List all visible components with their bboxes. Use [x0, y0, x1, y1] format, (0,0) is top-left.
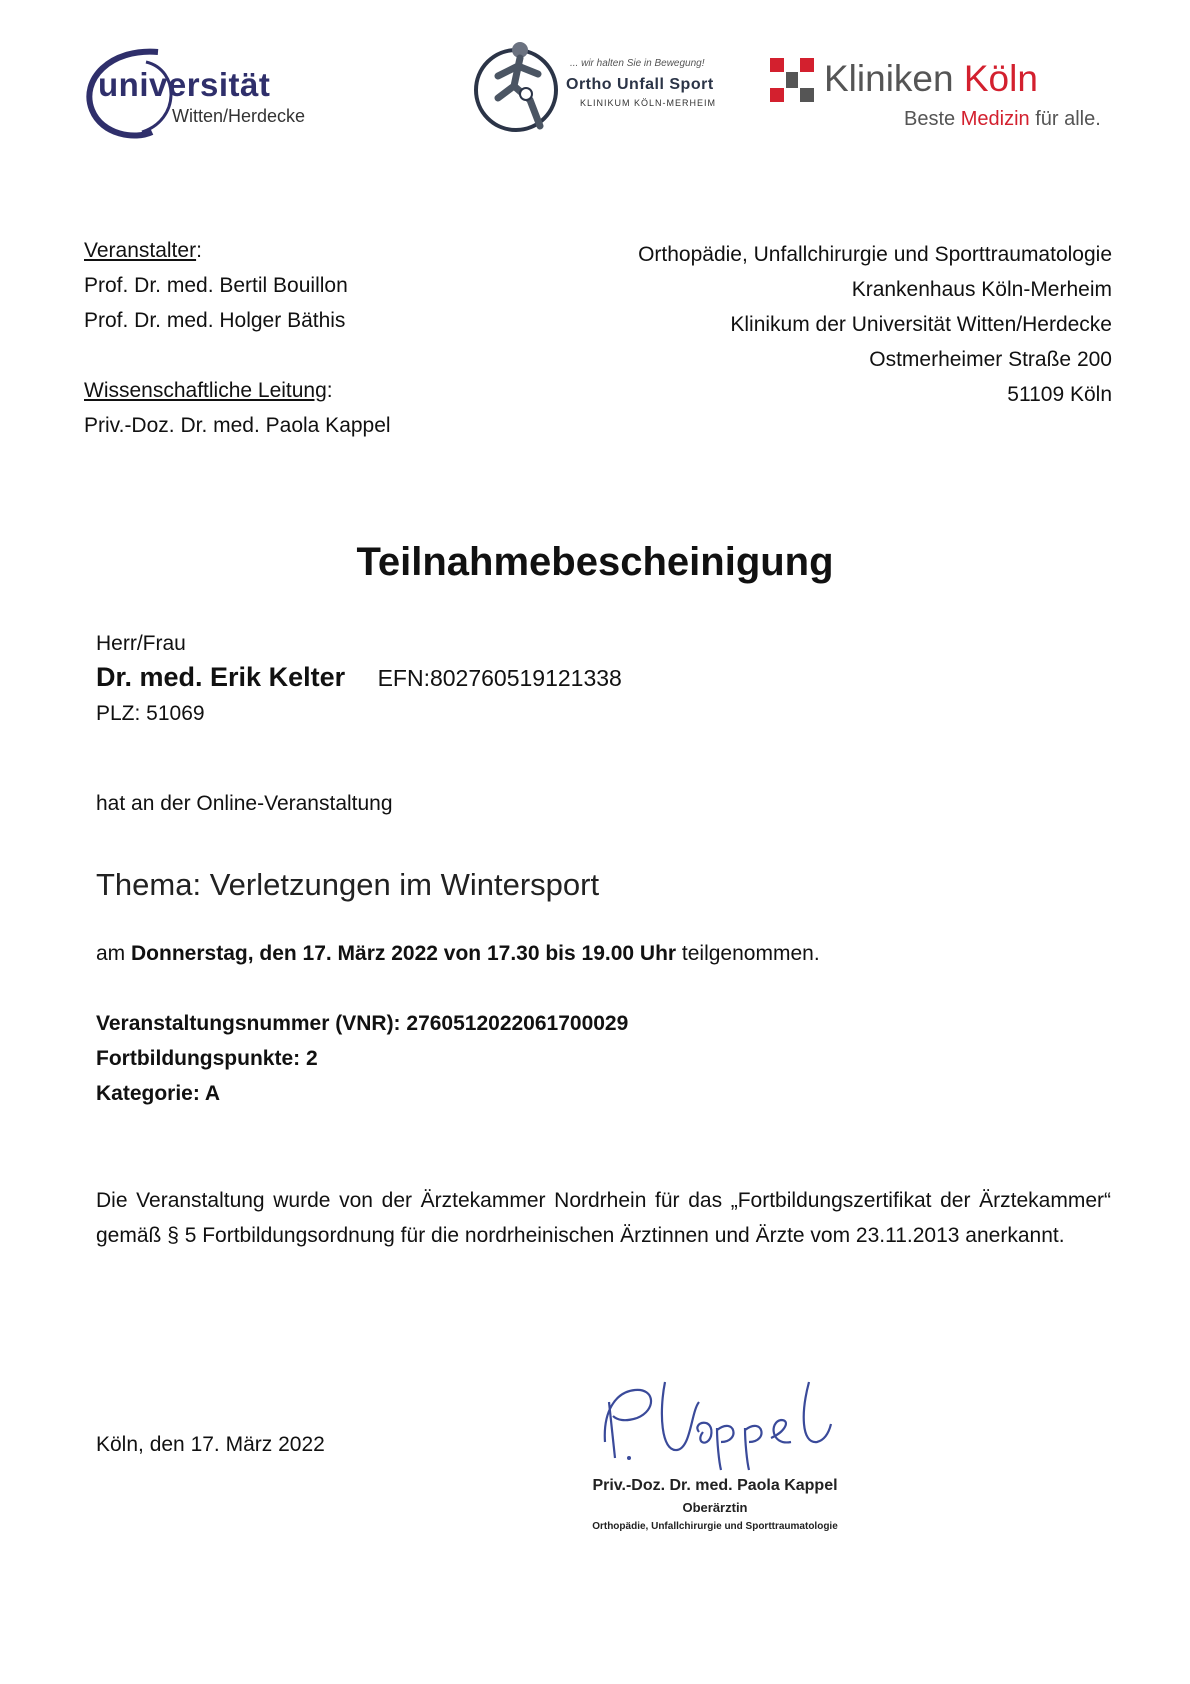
kliniken-cross-icon [770, 58, 814, 104]
organizer-name-1: Prof. Dr. med. Bertil Bouillon [84, 274, 348, 297]
university-subtitle: Witten/Herdecke [172, 106, 306, 126]
event-date: Donnerstag, den 17. März 2022 von 17.30 bis 19.00 Uhr [131, 942, 677, 965]
address-line-3: Klinikum der Universität Witten/Herdecke [730, 313, 1112, 336]
address-line-2: Krankenhaus Köln-Merheim [851, 278, 1112, 301]
kliniken-koeln-logo [770, 52, 1130, 142]
address-line-4: Ostmerheimer Straße 200 [869, 348, 1112, 371]
ortho-tagline: ... wir halten Sie in Bewegung! [570, 58, 705, 69]
slogan-part-2: Medizin [960, 108, 1030, 130]
recognition-paragraph: Die Veranstaltung wurde von der Ärztekammer Nordrhein für das „Fortbildungszertifikat der Ärztekammer“ gemäß § 5 Fortbildungsordnung für die nordrheinischen Ärztinnen und Ärzte vom 23.11.2013 anerkannt. [96, 1189, 1111, 1247]
kliniken-slogan [904, 108, 1101, 131]
participant-line [96, 662, 622, 693]
university-wordmark: universität [98, 66, 271, 103]
efn-number: EFN:802760519121338 [377, 665, 622, 691]
scientific-lead-name: Priv.-Doz. Dr. med. Paola Kappel [84, 414, 391, 437]
address-line-1: Orthopädie, Unfallchirurgie und Sporttraumatologie [638, 243, 1112, 266]
date-suffix: teilgenommen. [676, 942, 820, 965]
organizer-label-line: Veranstalter: [84, 239, 202, 262]
organizer-label: Veranstalter [84, 239, 197, 262]
kliniken-word: Kliniken [824, 58, 954, 99]
address-block [552, 237, 1112, 412]
event-category: Kategorie: A [96, 1082, 221, 1105]
address-line-5: 51109 Köln [1007, 383, 1112, 406]
postal-code: PLZ: 51069 [96, 702, 205, 725]
organizer-name-2: Prof. Dr. med. Holger Bäthis [84, 309, 346, 332]
place-and-date: Köln, den 17. März 2022 [96, 1433, 325, 1456]
participant-name: Dr. med. Erik Kelter [96, 662, 346, 692]
cme-points: Fortbildungspunkte: 2 [96, 1047, 318, 1070]
slogan-part-1: Beste [904, 108, 956, 130]
ortho-unfall-sport-logo [470, 40, 730, 140]
ortho-name: Ortho Unfall Sport [566, 76, 714, 93]
university-logo [80, 40, 320, 150]
event-intro: hat an der Online-Veranstaltung [96, 792, 393, 815]
salutation: Herr/Frau [96, 632, 186, 655]
event-vnr: Veranstaltungsnummer (VNR): 2760512022061700029 [96, 1012, 629, 1035]
signatory-department: Orthopädie, Unfallchirurgie und Sporttraumatologie [592, 1521, 838, 1532]
event-date-line [96, 942, 820, 966]
scientific-label-line: Wissenschaftliche Leitung: [84, 379, 333, 402]
document-title: Teilnahmebescheinigung [356, 540, 834, 584]
date-prefix: am [96, 942, 132, 965]
ortho-subtitle: KLINIKUM KÖLN-MERHEIM [580, 98, 717, 108]
handwritten-signature [595, 1372, 835, 1472]
slogan-part-3: für alle. [1035, 108, 1101, 130]
event-topic: Thema: Verletzungen im Wintersport [96, 867, 600, 902]
signatory-name: Priv.-Doz. Dr. med. Paola Kappel [592, 1477, 838, 1494]
signatory-role: Oberärztin [682, 1500, 748, 1515]
kliniken-wordmark [824, 58, 1038, 100]
koeln-word: Köln [963, 58, 1038, 99]
organizer-block [84, 233, 564, 443]
scientific-lead-label: Wissenschaftliche Leitung [84, 379, 327, 402]
runner-icon [470, 40, 566, 136]
